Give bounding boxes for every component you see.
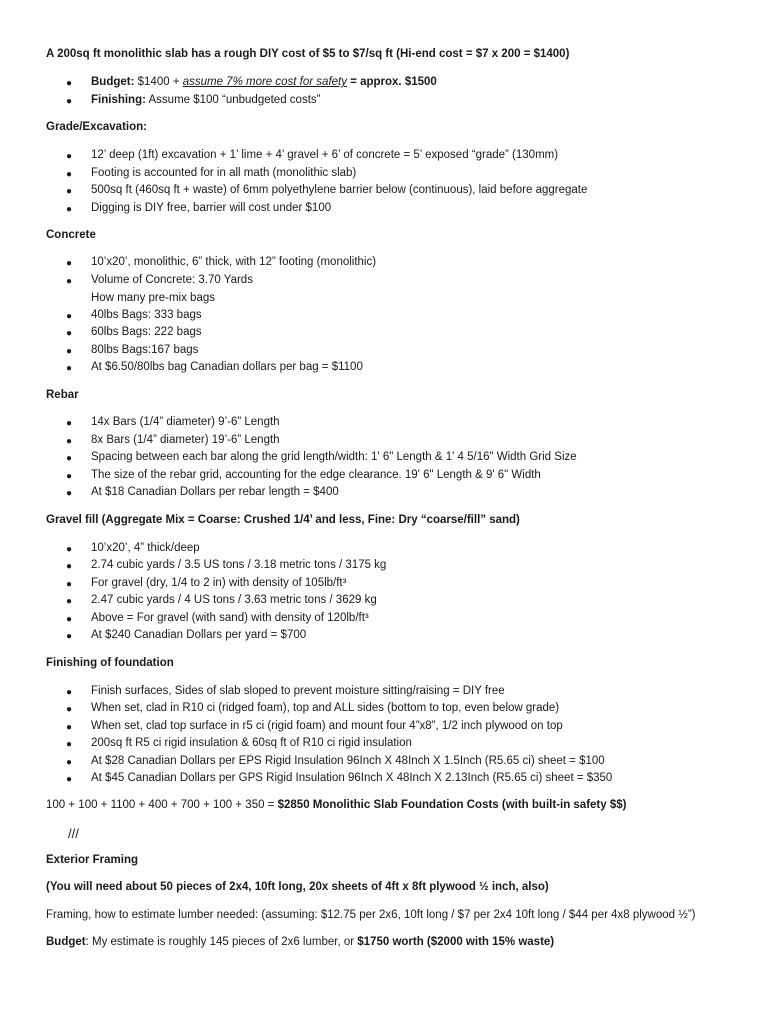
gravel-item: At $240 Canadian Dollars per yard = $700	[91, 629, 307, 641]
bullet-icon: ●	[66, 614, 73, 625]
bullet-icon: ●	[66, 169, 73, 180]
finishing-item: At $45 Canadian Dollars per GPS Rigid Insulation 96Inch X 48Inch X 2.13Inch (R5.65 ci) sheet = $350	[91, 772, 613, 784]
bullet-icon: ●	[66, 311, 73, 322]
grade-item: Footing is accounted for in all math (monolithic slab)	[91, 167, 357, 179]
bullet-icon: ●	[66, 258, 73, 269]
budget-assumption: assume 7% more cost for safety	[182, 76, 347, 88]
rebar-item: 14x Bars (1/4” diameter) 9’-6” Length	[91, 416, 280, 428]
bullet-icon: ●	[66, 186, 73, 197]
bullet-icon: ●	[66, 704, 73, 715]
gravel-item: Above = For gravel (with sand) with density of 120lb/ft³	[91, 612, 369, 624]
bullet-icon: ●	[66, 363, 73, 374]
bullet-icon: ●	[66, 453, 73, 464]
bullet-icon: ●	[66, 544, 73, 555]
bullet-icon: ●	[66, 774, 73, 785]
bullet-icon: ●	[66, 561, 73, 572]
bullet-icon: ●	[66, 276, 73, 287]
bullet-icon: ●	[66, 151, 73, 162]
framing-budget-label: Budget	[46, 936, 86, 948]
bullet-icon: ●	[66, 418, 73, 429]
concrete-heading: Concrete	[46, 229, 96, 241]
finishing-item: At $28 Canadian Dollars per EPS Rigid Insulation 96Inch X 48Inch X 1.5Inch (R5.65 ci) sheet = $100	[91, 755, 605, 767]
budget-label: Budget:	[91, 76, 135, 88]
gravel-item: 10’x20’, 4” thick/deep	[91, 542, 200, 554]
concrete-item: At $6.50/80lbs bag Canadian dollars per bag = $1100	[91, 361, 363, 373]
grade-item: Digging is DIY free, barrier will cost under $100	[91, 202, 332, 214]
finishing-item: When set, clad in R10 ci (ridged foam), top and ALL sides (bottom to top, even below grade)	[91, 702, 560, 714]
framing-budget-line	[46, 934, 554, 951]
bullet-icon: ●	[66, 436, 73, 447]
finishing-item: 200sq ft R5 ci rigid insulation & 60sq ft of R10 ci rigid insulation	[91, 737, 412, 749]
bullet-icon: ●	[66, 687, 73, 698]
intro-text: A 200sq ft monolithic slab has a rough DIY cost of $5 to $7/sq ft (Hi-end cost = $7 x 200 = $1400)	[46, 48, 570, 60]
bullet-icon: ●	[66, 471, 73, 482]
bullet-icon: ●	[66, 757, 73, 768]
budget-value: $1400 +	[134, 76, 183, 88]
gravel-item: 2.74 cubic yards / 3.5 US tons / 3.18 metric tons / 3175 kg	[91, 559, 387, 571]
bullet-icon: ●	[66, 346, 73, 357]
bullet-icon: ●	[66, 739, 73, 750]
finishing-item: When set, clad top surface in r5 ci (rigid foam) and mount four 4”x8”, 1/2 inch plywood on top	[91, 720, 563, 732]
budget-line	[91, 74, 437, 91]
total-result: $2850 Monolithic Slab Foundation Costs (with built-in safety $$)	[277, 799, 627, 811]
rebar-heading: Rebar	[46, 389, 79, 401]
concrete-item: 40lbs Bags: 333 bags	[91, 309, 202, 321]
framing-note: (You will need about 50 pieces of 2x4, 10ft long, 20x sheets of 4ft x 8ft plywood ½ inch, also)	[46, 881, 549, 893]
rebar-item: 8x Bars (1/4” diameter) 19’-6” Length	[91, 434, 280, 446]
grade-heading: Grade/Excavation:	[46, 121, 147, 133]
framing-estimate: Framing, how to estimate lumber needed: (assuming: $12.75 per 2x6, 10ft long / $7 per 2x4 10ft long / $44 per 4x8 plywood ½”)	[46, 909, 696, 921]
bullet-icon: ●	[66, 78, 73, 89]
bullet-icon: ●	[66, 722, 73, 733]
finishing-label: Finishing:	[91, 94, 146, 106]
finishing-heading: Finishing of foundation	[46, 657, 174, 669]
concrete-item: 10’x20’, monolithic, 6” thick, with 12” footing (monolithic)	[91, 256, 377, 268]
bullet-icon: ●	[66, 631, 73, 642]
gravel-item: 2.47 cubic yards / 4 US tons / 3.63 metric tons / 3629 kg	[91, 594, 377, 606]
rebar-item: The size of the rebar grid, accounting for the edge clearance. 19' 6" Length & 9' 6" Width	[91, 469, 541, 481]
budget-result: = approx. $1500	[346, 76, 437, 88]
framing-budget-text: : My estimate is roughly 145 pieces of 2x6 lumber, or	[85, 936, 358, 948]
concrete-item: 60lbs Bags: 222 bags	[91, 326, 202, 338]
total-sum: 100 + 100 + 1100 + 400 + 700 + 100 + 350 =	[46, 799, 278, 811]
finishing-summary-line	[91, 92, 320, 109]
gravel-item: For gravel (dry, 1/4 to 2 in) with density of 105lb/ft³	[91, 577, 347, 589]
finishing-item: Finish surfaces, Sides of slab sloped to prevent moisture sitting/raising = DIY free	[91, 685, 505, 697]
bullet-icon: ●	[66, 596, 73, 607]
concrete-subline: How many pre-mix bags	[91, 292, 215, 304]
framing-heading: Exterior Framing	[46, 854, 139, 866]
bullet-icon: ●	[66, 96, 73, 107]
rebar-item: At $18 Canadian Dollars per rebar length = $400	[91, 486, 339, 498]
bullet-icon: ●	[66, 328, 73, 339]
gravel-heading: Gravel fill (Aggregate Mix = Coarse: Crushed 1/4’ and less, Fine: Dry “coarse/fill” sand)	[46, 514, 520, 526]
concrete-item: 80lbs Bags:167 bags	[91, 344, 199, 356]
section-separator: ///	[68, 826, 79, 841]
framing-budget-result: $1750 worth ($2000 with 15% waste)	[357, 936, 555, 948]
bullet-icon: ●	[66, 579, 73, 590]
total-line	[46, 797, 626, 814]
grade-item: 500sq ft (460sq ft + waste) of 6mm polyethylene barrier below (continuous), laid before aggregate	[91, 184, 588, 196]
rebar-item: Spacing between each bar along the grid length/width: 1' 6" Length & 1' 4 5/16" Width Grid Size	[91, 451, 577, 463]
bullet-icon: ●	[66, 488, 73, 499]
finishing-text: Assume $100 “unbudgeted costs”	[145, 94, 321, 106]
grade-item: 12’ deep (1ft) excavation + 1’ lime + 4’ gravel + 6’ of concrete = 5’ exposed “grade” (130mm)	[91, 149, 559, 161]
bullet-icon: ●	[66, 204, 73, 215]
concrete-item: Volume of Concrete: 3.70 Yards	[91, 274, 253, 286]
